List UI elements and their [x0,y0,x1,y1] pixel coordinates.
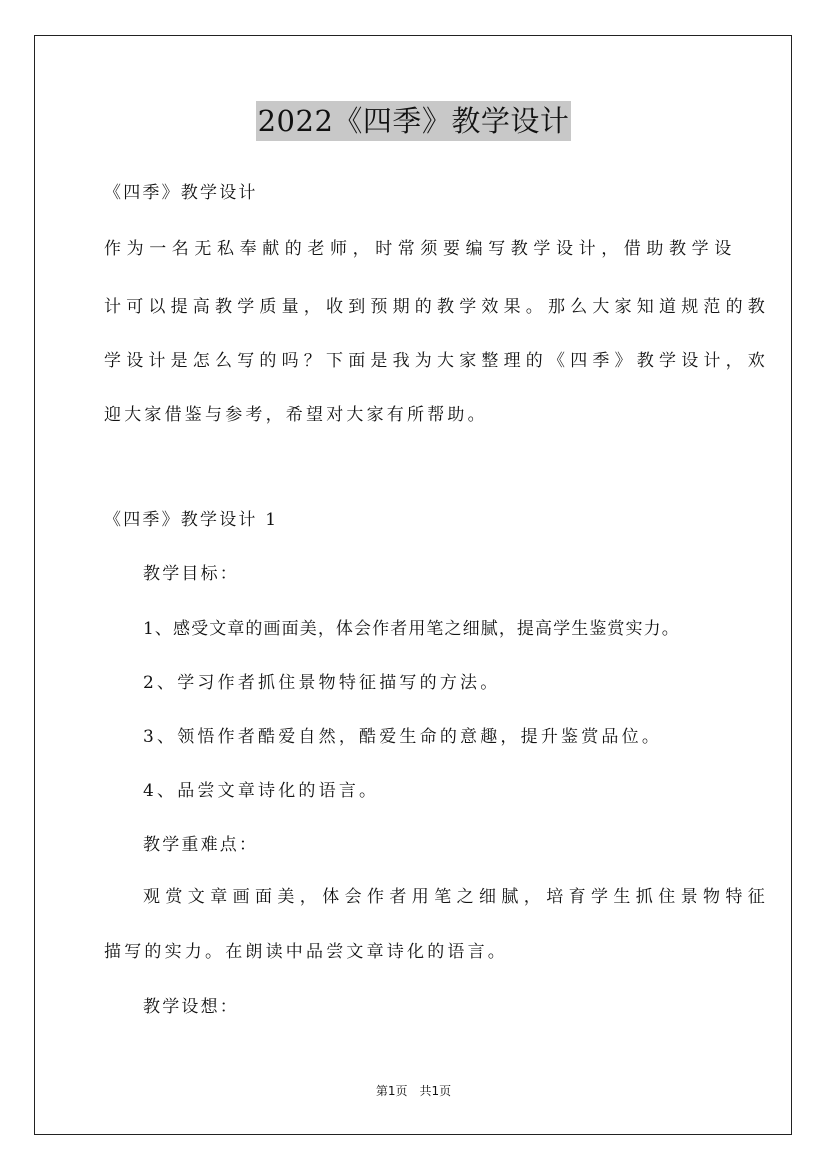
intro-line-4: 迎大家借鉴与参考，希望对大家有所帮助。 [104,405,488,425]
intro-line-3: 学设计是怎么写的吗？下面是我为大家整理的《四季》教学设计，欢 [104,351,770,371]
intro-line-1-text: 作为一名无私奉献的老师，时常须要编写教学设计，借助教学设 [104,239,737,259]
goals-heading: 教学目标： [143,564,239,584]
design-heading: 教学设想： [143,997,239,1017]
section1-heading: 《四季》教学设计 1 [104,510,279,530]
subtitle: 《四季》教学设计 [104,183,258,203]
key-points-heading: 教学重难点： [143,835,259,855]
key-points-line-1: 观赏文章画面美，体会作者用笔之细腻，培育学生抓住景物特征 [143,887,771,907]
document-title: 2022《四季》教学设计 [256,101,572,141]
goal-item-2: 2、学习作者抓住景物特征描写的方法。 [143,673,501,693]
goal-item-1: 1、感受文章的画面美，体会作者用笔之细腻，提高学生鉴赏实力。 [143,619,680,639]
goal-item-4: 4、品尝文章诗化的语言。 [143,781,380,801]
intro-line-1 [104,237,737,261]
title-container [0,101,827,141]
key-points-line-2: 描写的实力。在朗读中品尝文章诗化的语言。 [104,942,508,962]
intro-line-2: 计可以提高教学质量，收到预期的教学效果。那么大家知道规范的教 [104,297,770,317]
page-number: 第1页 共1页 [375,1084,452,1098]
goal-item-3: 3、领悟作者酷爱自然，酷爱生命的意趣，提升鉴赏品位。 [143,727,663,747]
